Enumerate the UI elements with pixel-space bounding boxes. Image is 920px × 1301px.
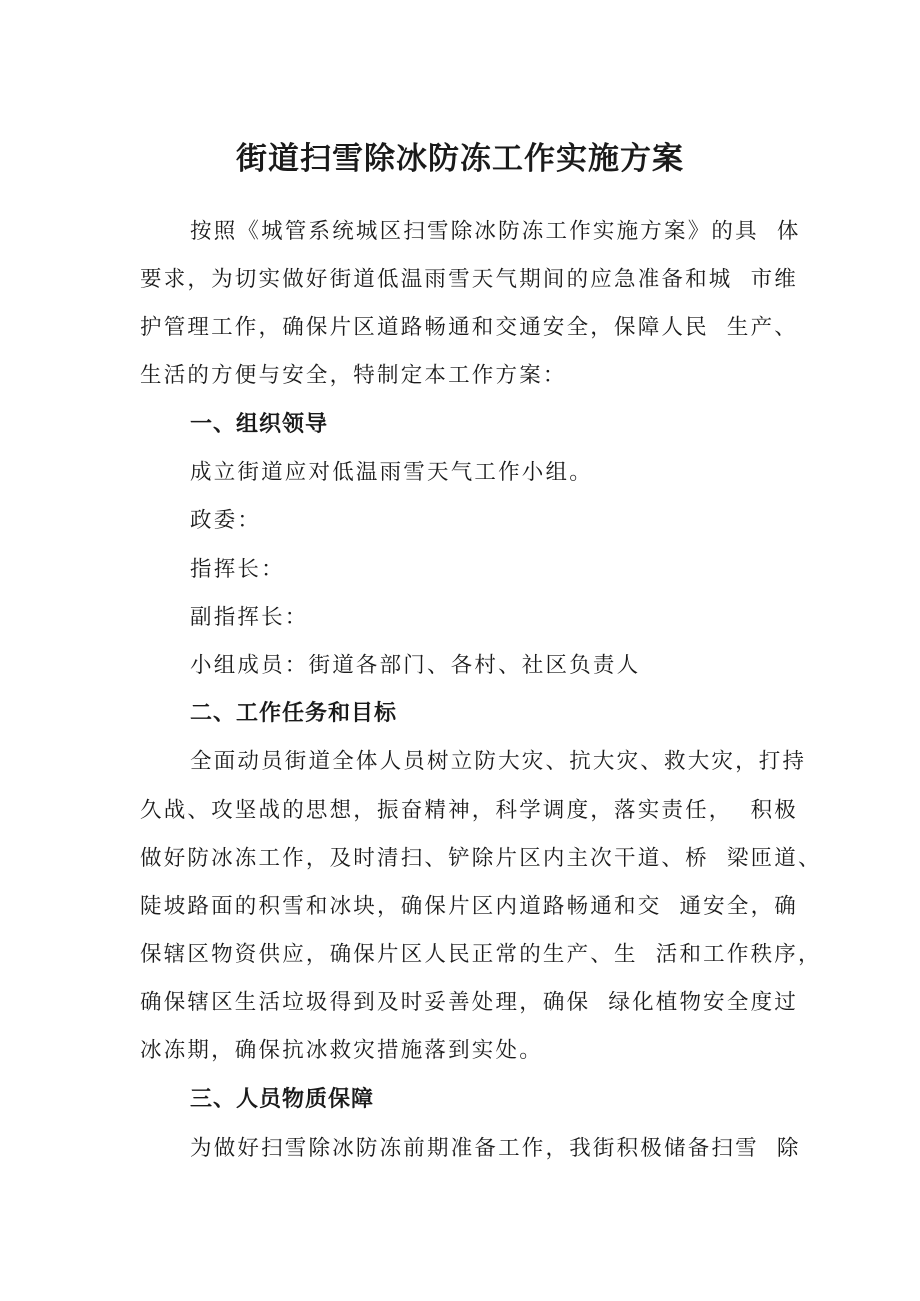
document-title: 街道扫雪除冰防冻工作实施方案: [236, 141, 684, 177]
section1-line-4: 副指挥长：: [190, 605, 309, 630]
section2-line-5: 保辖区物资供应，确保片区人民正常的生产、生 活和工作秩序，: [140, 942, 822, 967]
section2-line-1: 全面动员街道全体人员树立防大灾、抗大灾、救大灾，打持: [190, 749, 807, 774]
intro-line-1: 按照《城管系统城区扫雪除冰防冻工作实施方案》的具 体: [190, 219, 801, 244]
intro-line-4: 生活的方便与安全，特制定本工作方案：: [140, 363, 567, 388]
section2-line-6: 确保辖区生活垃圾得到及时妥善处理，确保 绿化植物安全度过: [140, 990, 798, 1015]
section3-line-1: 为做好扫雪除冰防冻前期准备工作，我街积极储备扫雪 除: [190, 1136, 801, 1161]
section-heading-resources: 三、人员物质保障: [190, 1087, 375, 1112]
section1-line-3: 指挥长：: [190, 557, 285, 582]
section2-line-7: 冰冻期，确保抗冰救灾措施落到实处。: [140, 1038, 543, 1063]
section1-line-1: 成立街道应对低温雨雪天气工作小组。: [190, 460, 593, 485]
section2-line-2: 久战、攻坚战的思想，振奋精神，科学调度，落实责任， 积极: [140, 798, 798, 823]
section-heading-organization: 一、组织领导: [190, 412, 329, 437]
intro-line-3: 护管理工作，确保片区道路畅通和交通安全，保障人民 生产、: [140, 315, 798, 340]
section1-line-5: 小组成员：街道各部门、各村、社区负责人: [190, 653, 641, 678]
intro-line-2: 要求，为切实做好街道低温雨雪天气期间的应急准备和城 市维: [140, 267, 798, 292]
section-heading-tasks: 二、工作任务和目标: [190, 701, 398, 726]
section1-line-2: 政委：: [190, 508, 262, 533]
section2-line-4: 陡坡路面的积雪和冰块，确保片区内道路畅通和交 通安全，确: [140, 894, 798, 919]
section2-line-3: 做好防冰冻工作，及时清扫、铲除片区内主次干道、桥 梁匝道、: [140, 846, 822, 871]
